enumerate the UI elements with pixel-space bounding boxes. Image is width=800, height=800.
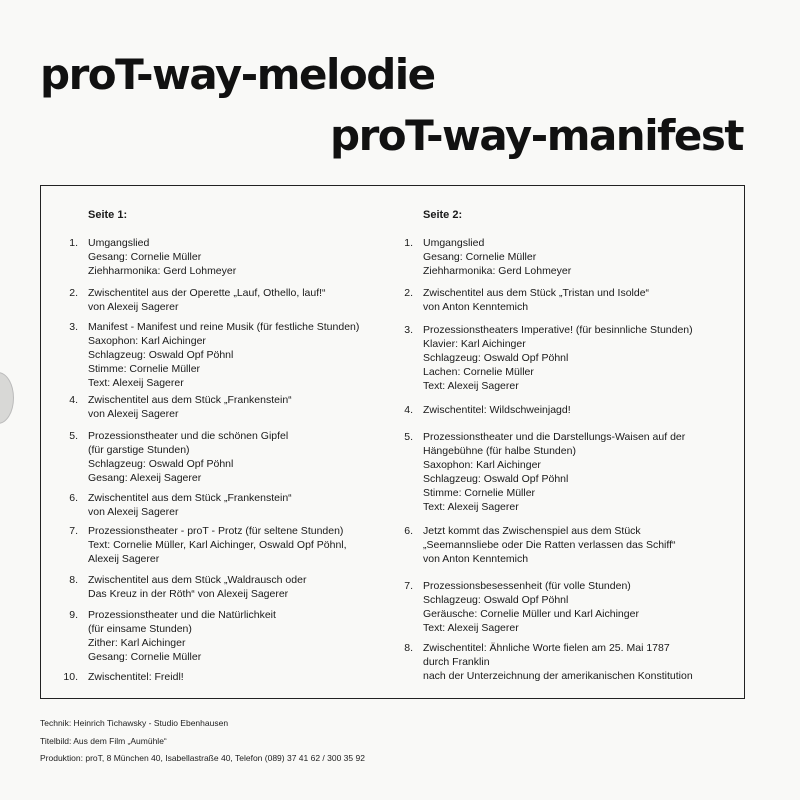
track-number: 8. (404, 642, 413, 654)
track-detail: Hängebühne (für halbe Stunden) (423, 445, 576, 457)
track-lines (423, 236, 571, 278)
track-number: 1. (404, 237, 413, 249)
track-lines (88, 573, 306, 601)
track-number: 4. (404, 404, 413, 416)
track-title: Zwischentitel: Ähnliche Worte fielen am 25. Mai 1787 (423, 642, 670, 654)
track-detail: Gesang: Cornelie Müller (88, 651, 202, 663)
track-lines (423, 524, 676, 566)
track-number: 7. (404, 580, 413, 592)
track-number: 5. (69, 430, 78, 442)
track-number: 2. (404, 287, 413, 299)
credit-titelbild: Titelbild: Aus dem Film „Aumühle“ (40, 736, 167, 746)
track-detail: von Alexeij Sagerer (88, 506, 179, 518)
track-lines (88, 491, 292, 519)
track-number: 7. (69, 525, 78, 537)
track-lines (423, 323, 693, 393)
track-lines (423, 403, 571, 417)
track-title: Prozessionstheater und die schönen Gipfel (88, 430, 289, 442)
track-detail: Text: Alexeij Sagerer (88, 377, 184, 389)
track-title: Jetzt kommt das Zwischenspiel aus dem Stück (423, 525, 641, 537)
track-detail: Schlagzeug: Oswald Opf Pöhnl (88, 458, 234, 470)
track-number: 3. (404, 324, 413, 336)
record-edge-decoration (0, 372, 14, 424)
track-lines (423, 286, 649, 314)
track-detail: Saxophon: Karl Aichinger (88, 335, 206, 347)
track-lines (88, 524, 347, 566)
track-title: Zwischentitel: Wildschweinjagd! (423, 404, 571, 416)
track-detail: Schlagzeug: Oswald Opf Pöhnl (88, 349, 234, 361)
album-title-1: proT-way-melodie (40, 50, 435, 99)
track-detail: Saxophon: Karl Aichinger (423, 459, 541, 471)
track-title: Prozessionstheater und die Natürlichkeit (88, 609, 276, 621)
track-lines (88, 608, 276, 664)
track-title: Zwischentitel: Freidl! (88, 671, 184, 683)
track-detail: Text: Alexeij Sagerer (423, 380, 519, 392)
tracklist-box (40, 185, 745, 699)
track-detail: (für einsame Stunden) (88, 623, 192, 635)
track-title: Umgangslied (88, 237, 150, 249)
track-detail: Stimme: Cornelie Müller (88, 363, 201, 375)
track-detail: Stimme: Cornelie Müller (423, 487, 536, 499)
side-1-heading: Seite 1: (88, 209, 128, 221)
track-detail: Text: Alexeij Sagerer (423, 501, 519, 513)
side-2-heading: Seite 2: (423, 209, 463, 221)
track-detail: Gesang: Cornelie Müller (423, 251, 537, 263)
track-detail: (für garstige Stunden) (88, 444, 190, 456)
track-detail: von Anton Kenntemich (423, 301, 529, 313)
track-detail: durch Franklin (423, 656, 490, 668)
track-detail: Ziehharmonika: Gerd Lohmeyer (423, 265, 572, 277)
track-title: Prozessionsbesessenheit (für volle Stunden) (423, 580, 631, 592)
track-detail: Text: Alexeij Sagerer (423, 622, 519, 634)
credit-technik: Technik: Heinrich Tichawsky - Studio Ebenhausen (40, 718, 229, 728)
track-detail: Gesang: Alexeij Sagerer (88, 472, 202, 484)
track-detail: nach der Unterzeichnung der amerikanischen Konstitution (423, 670, 693, 682)
track-lines (88, 670, 184, 684)
track-number: 9. (69, 609, 78, 621)
track-number: 1. (69, 237, 78, 249)
track-detail: Ziehharmonika: Gerd Lohmeyer (88, 265, 237, 277)
track-number: 8. (69, 574, 78, 586)
track-detail: Klavier: Karl Aichinger (423, 338, 526, 350)
track-title: Zwischentitel aus der Operette „Lauf, Othello, lauf!“ (88, 287, 326, 299)
track-number: 10. (63, 671, 78, 683)
track-lines (88, 236, 236, 278)
track-detail: Das Kreuz in der Röth“ von Alexeij Sagerer (88, 588, 289, 600)
track-title: Prozessionstheater und die Darstellungs-Waisen auf der (423, 431, 686, 443)
track-detail: Text: Cornelie Müller, Karl Aichinger, Oswald Opf Pöhnl, (88, 539, 347, 551)
track-detail: von Alexeij Sagerer (88, 408, 179, 420)
track-lines (88, 286, 326, 314)
track-number: 6. (404, 525, 413, 537)
track-detail: Geräusche: Cornelie Müller und Karl Aichinger (423, 608, 639, 620)
track-detail: „Seemannsliebe oder Die Ratten verlassen das Schiff“ (423, 539, 676, 551)
track-detail: Alexeij Sagerer (88, 553, 160, 565)
track-title: Zwischentitel aus dem Stück „Tristan und Isolde“ (423, 287, 650, 299)
track-title: Manifest - Manifest und reine Musik (für festliche Stunden) (88, 321, 360, 333)
credit-produktion: Produktion: proT, 8 München 40, Isabellastraße 40, Telefon (089) 37 41 62 / 300 35 92 (40, 753, 365, 763)
track-title: Zwischentitel aus dem Stück „Waldrausch oder (88, 574, 307, 586)
track-title: Zwischentitel aus dem Stück „Frankenstein“ (88, 492, 292, 504)
track-title: Prozessionstheaters Imperative! (für besinnliche Stunden) (423, 324, 693, 336)
track-number: 2. (69, 287, 78, 299)
track-lines (423, 579, 639, 635)
track-title: Zwischentitel aus dem Stück „Frankenstein“ (88, 394, 292, 406)
album-title-2: proT-way-manifest (330, 111, 743, 160)
track-title: Prozessionstheater - proT - Protz (für seltene Stunden) (88, 525, 344, 537)
track-number: 6. (69, 492, 78, 504)
track-detail: von Anton Kenntemich (423, 553, 529, 565)
track-detail: von Alexeij Sagerer (88, 301, 179, 313)
track-lines (88, 320, 359, 390)
track-lines (88, 429, 288, 485)
track-detail: Schlagzeug: Oswald Opf Pöhnl (423, 594, 569, 606)
track-number: 3. (69, 321, 78, 333)
track-detail: Schlagzeug: Oswald Opf Pöhnl (423, 473, 569, 485)
track-detail: Gesang: Cornelie Müller (88, 251, 202, 263)
track-detail: Lachen: Cornelie Müller (423, 366, 534, 378)
track-lines (423, 641, 693, 683)
track-lines (88, 393, 292, 421)
track-detail: Zither: Karl Aichinger (88, 637, 186, 649)
track-title: Umgangslied (423, 237, 485, 249)
track-number: 5. (404, 431, 413, 443)
track-number: 4. (69, 394, 78, 406)
track-detail: Schlagzeug: Oswald Opf Pöhnl (423, 352, 569, 364)
track-lines (423, 430, 685, 514)
